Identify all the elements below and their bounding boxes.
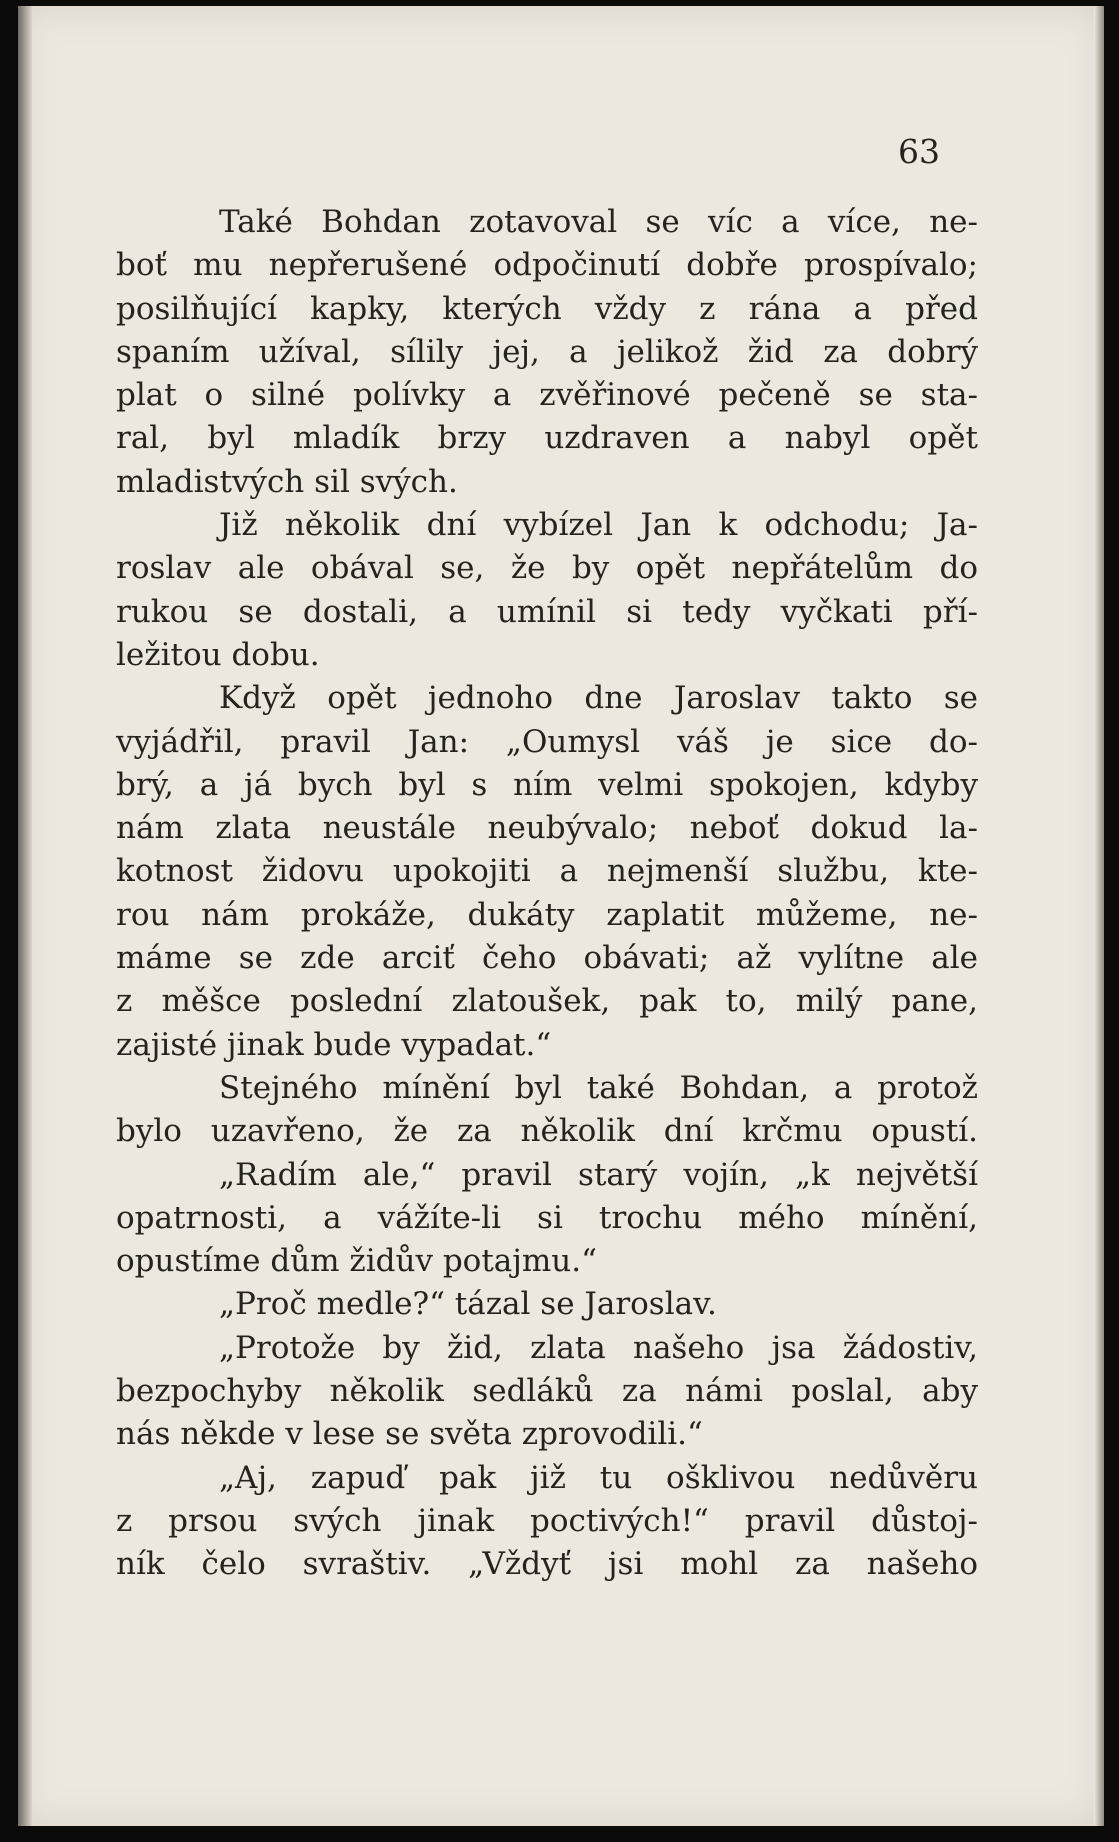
body-text [116, 201, 978, 1587]
text-line: brý, a já bych byl s ním velmi spokojen, kdyby [116, 766, 978, 803]
text-line: bezpochyby několik sedláků za námi poslal, aby [116, 1373, 978, 1410]
text-line: rukou se dostali, a umínil si tedy vyčkati pří- [116, 593, 978, 630]
text-line: „Aj, zapuď pak již tu ošklivou nedůvěru [219, 1459, 978, 1496]
text-line: „Proč medle?“ tázal se Jaroslav. [219, 1286, 717, 1323]
text-line: nám zlata neustále neubývalo; neboť dokud la- [116, 810, 978, 847]
text-line: z měšce poslední zlatoušek, pak to, milý pane, [116, 983, 978, 1020]
text-line: zajisté jinak bude vypadat.“ [116, 1026, 552, 1063]
text-line: roslav ale obával se, že by opět nepřátelům do [116, 550, 978, 587]
page-edge-left [18, 6, 32, 1826]
text-line: ral, byl mladík brzy uzdraven a nabyl opět [116, 420, 978, 457]
text-line: Také Bohdan zotavoval se víc a více, ne- [219, 204, 978, 240]
text-line: „Radím ale,“ pravil starý vojín, „k největší [219, 1156, 978, 1193]
text-line: plat o silné polívky a zvěřinové pečeně se sta- [116, 377, 978, 414]
text-line: Stejného mínění byl také Bohdan, a protož [219, 1069, 978, 1106]
text-line: kotnost židovu upokojiti a nejmenší službu, kte- [116, 853, 978, 890]
text-line: boť mu nepřerušené odpočinutí dobře prospívalo; [116, 247, 978, 284]
text-line: bylo uzavřeno, že za několik dní krčmu opustí. [116, 1113, 978, 1150]
page-edge-right [1094, 6, 1104, 1826]
text-line: nás někde v lese se světa zprovodili.“ [116, 1416, 703, 1453]
text-line: vyjádřil, pravil Jan: „Oumysl váš je sice do- [116, 723, 978, 760]
text-line: opustíme dům židův potajmu.“ [116, 1243, 597, 1280]
text-line: Již několik dní vybízel Jan k odchodu; Ja- [219, 507, 978, 544]
text-line: „Protože by žid, zlata našeho jsa žádostiv, [219, 1329, 978, 1366]
text-line: rou nám prokáže, dukáty zaplatit můžeme, ne- [116, 896, 978, 933]
text-line: ležitou dobu. [116, 636, 320, 673]
book-page [18, 6, 1104, 1826]
text-line: z prsou svých jinak poctivých!“ pravil důstoj- [116, 1502, 978, 1539]
text-line: mladistvých sil svých. [116, 463, 458, 500]
text-line: spaním užíval, sílily jej, a jelikož žid za dobrý [116, 333, 978, 370]
page-number: 63 [898, 132, 940, 171]
text-line: posilňující kapky, kterých vždy z rána a před [116, 290, 978, 327]
text-line: máme se zde arciť čeho obávati; až vylítne ale [116, 940, 978, 977]
text-line: ník čelo svraštiv. „Vždyť jsi mohl za našeho [116, 1546, 978, 1583]
text-line: opatrnosti, a vážíte-li si trochu mého mínění, [116, 1199, 978, 1236]
text-line: Když opět jednoho dne Jaroslav takto se [219, 680, 978, 717]
